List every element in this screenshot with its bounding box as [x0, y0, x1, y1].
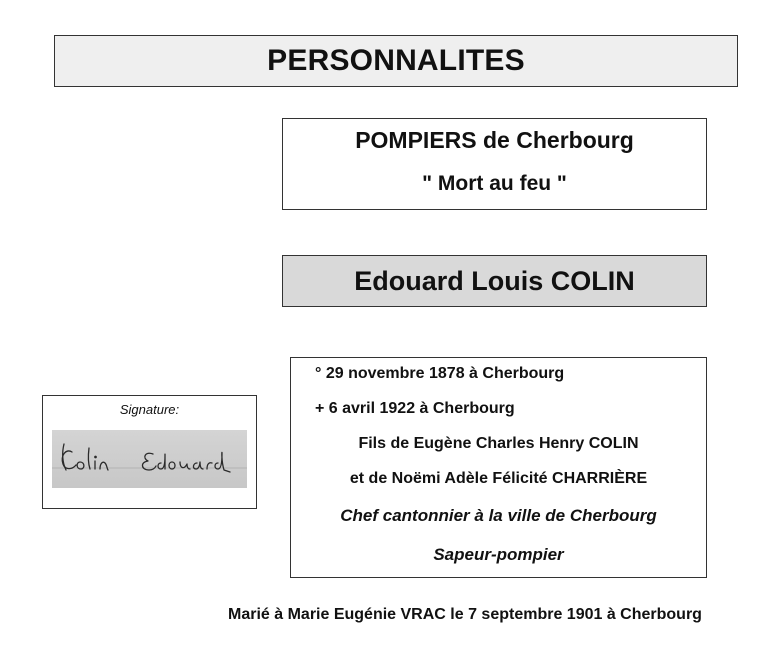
- person-name-box: [282, 255, 707, 307]
- category-subtitle: " Mort au feu ": [422, 172, 567, 195]
- father-line: Fils de Eugène Charles Henry COLIN: [358, 435, 639, 452]
- category-title: POMPIERS de Cherbourg: [355, 127, 634, 153]
- signature-label: Signature:: [119, 402, 180, 417]
- category-box: [282, 118, 707, 210]
- handwritten-signature: [52, 430, 247, 488]
- biography-box: [290, 357, 707, 578]
- mother-line: et de Noëmi Adèle Félicité CHARRIÈRE: [349, 470, 648, 487]
- birth-line: ° 29 novembre 1878 à Cherbourg: [315, 365, 565, 382]
- occupation-line: Chef cantonnier à la ville de Cherbourg: [340, 506, 657, 525]
- role-line: Sapeur-pompier: [433, 545, 564, 564]
- page-title: PERSONNALITES: [267, 44, 525, 77]
- page-title-box: [54, 35, 738, 87]
- signature-image: [52, 430, 247, 488]
- marriage-line: Marié à Marie Eugénie VRAC le 7 septembre 1901 à Cherbourg: [228, 606, 702, 623]
- death-line: + 6 avril 1922 à Cherbourg: [315, 400, 515, 417]
- signature-box: [42, 395, 257, 509]
- person-name: Edouard Louis COLIN: [354, 265, 635, 296]
